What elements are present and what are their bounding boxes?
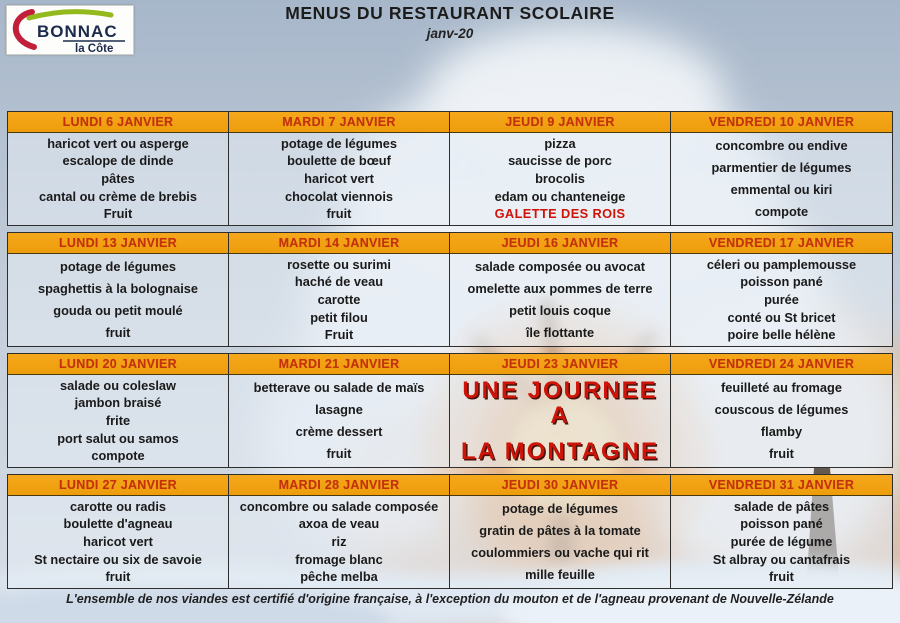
day-menu xyxy=(8,375,228,467)
menu-item: omelette aux pommes de terre xyxy=(467,280,653,296)
menu-item: chocolat viennois xyxy=(284,188,394,204)
day-cell xyxy=(8,475,229,588)
menu-item: fruit xyxy=(105,324,131,340)
logo-green-swoosh-icon xyxy=(29,12,111,18)
menu-item: Fruit xyxy=(324,327,354,343)
day-menu xyxy=(671,254,892,346)
day-header: JEUDI 30 JANVIER xyxy=(450,475,670,496)
menu-item: île flottante xyxy=(525,324,595,340)
day-cell xyxy=(450,233,671,346)
menu-item: potage de légumes xyxy=(502,500,618,516)
menu-item: St albray ou cantafrais xyxy=(712,551,851,567)
day-header: JEUDI 16 JANVIER xyxy=(450,233,670,254)
special-menu-item: GALETTE DES ROIS xyxy=(494,206,626,222)
menu-item: Fruit xyxy=(103,206,133,222)
menu-item: haché de veau xyxy=(294,274,384,290)
day-cell xyxy=(229,112,450,225)
menu-item: fromage blanc xyxy=(295,551,383,567)
menu-item: port salut ou samos xyxy=(57,430,179,446)
menu-item: rosette ou surimi xyxy=(287,256,391,272)
menu-item: purée xyxy=(764,291,799,307)
week-row-3 xyxy=(7,353,893,468)
day-cell xyxy=(8,112,229,225)
menu-item: coulommiers ou vache qui rit xyxy=(471,544,649,560)
day-menu xyxy=(8,254,228,346)
menu-item: lasagne xyxy=(315,401,363,417)
day-menu xyxy=(229,496,449,588)
menu-item: spaghettis à la bolognaise xyxy=(38,280,198,296)
menu-item: carotte xyxy=(317,291,361,307)
menu-item: betterave ou salade de maïs xyxy=(253,379,425,395)
day-cell xyxy=(671,475,892,588)
day-menu xyxy=(450,375,670,467)
day-header: MARDI 14 JANVIER xyxy=(229,233,449,254)
menu-item: haricot vert xyxy=(83,533,153,549)
day-menu xyxy=(450,254,670,346)
bonnac-logo xyxy=(6,5,134,55)
day-cell xyxy=(450,475,671,588)
menu-item: escalope de dinde xyxy=(62,153,174,169)
menu-item: fruit xyxy=(105,569,131,585)
day-menu xyxy=(8,496,228,588)
day-cell xyxy=(8,354,229,467)
menu-item: fruit xyxy=(769,569,794,585)
menu-item: axoa de veau xyxy=(298,516,380,532)
menu-item: gratin de pâtes à la tomate xyxy=(479,522,641,538)
day-header: LUNDI 13 JANVIER xyxy=(8,233,228,254)
day-menu xyxy=(671,133,892,225)
day-menu xyxy=(229,254,449,346)
menu-grid xyxy=(7,111,893,595)
event-banner-line: UNE JOURNEE A xyxy=(462,377,658,430)
menu-item: potage de légumes xyxy=(60,258,176,274)
menu-item: purée de légume xyxy=(730,533,833,549)
menu-item: céleri ou pamplemousse xyxy=(706,256,857,272)
menu-item: carotte ou radis xyxy=(69,498,166,514)
menu-item: crème dessert xyxy=(295,423,383,439)
event-banner-line: LA MONTAGNE xyxy=(461,437,659,465)
menu-item: feuilleté au fromage xyxy=(721,379,842,395)
day-cell xyxy=(229,475,450,588)
day-cell xyxy=(450,112,671,225)
day-menu xyxy=(229,375,449,467)
menu-item: mille feuille xyxy=(525,566,595,582)
day-menu xyxy=(8,133,228,225)
menu-item: concombre ou salade composée xyxy=(239,498,439,514)
menu-item: fruit xyxy=(326,206,352,222)
menu-item: flamby xyxy=(760,423,803,439)
menu-item: couscous de légumes xyxy=(714,401,849,417)
day-header: JEUDI 9 JANVIER xyxy=(450,112,670,133)
day-cell xyxy=(229,354,450,467)
menu-item: saucisse de porc xyxy=(508,153,612,169)
week-row-4 xyxy=(7,474,893,589)
day-header: VENDREDI 24 JANVIER xyxy=(671,354,892,375)
menu-item: poisson pané xyxy=(740,274,823,290)
menu-item: jambon braisé xyxy=(74,395,162,411)
menu-item: potage de légumes xyxy=(281,135,397,151)
logo-tagline: la Côte xyxy=(75,43,114,54)
menu-item: concombre ou endive xyxy=(715,137,848,153)
day-header: VENDREDI 10 JANVIER xyxy=(671,112,892,133)
day-header: VENDREDI 17 JANVIER xyxy=(671,233,892,254)
day-header: LUNDI 6 JANVIER xyxy=(8,112,228,133)
page-subtitle: janv-20 xyxy=(426,26,474,41)
menu-item: pêche melba xyxy=(300,569,378,585)
menu-item: poire belle hélène xyxy=(727,327,836,343)
menu-item: cantal ou crème de brebis xyxy=(39,188,197,204)
logo-name: BONNAC xyxy=(37,22,118,41)
day-menu xyxy=(671,496,892,588)
menu-item: compote xyxy=(91,448,145,464)
day-cell xyxy=(229,233,450,346)
menu-item: boulette de bœuf xyxy=(287,153,391,169)
bonnac-logo-graphic xyxy=(7,6,133,54)
day-cell xyxy=(671,233,892,346)
day-cell xyxy=(450,354,671,467)
day-header: JEUDI 23 JANVIER xyxy=(450,354,670,375)
day-menu xyxy=(450,133,670,225)
menu-item: haricot vert xyxy=(304,170,374,186)
day-cell xyxy=(671,354,892,467)
week-row-2 xyxy=(7,232,893,347)
menu-item: brocolis xyxy=(535,170,585,186)
menu-item: emmental ou kiri xyxy=(730,181,833,197)
menu-item: edam ou chanteneige xyxy=(494,188,626,204)
menu-item: frite xyxy=(105,412,131,428)
menu-item: haricot vert ou asperge xyxy=(47,135,189,151)
menu-item: conté ou St bricet xyxy=(727,309,836,325)
menu-item: riz xyxy=(331,533,347,549)
day-header: MARDI 21 JANVIER xyxy=(229,354,449,375)
day-header: LUNDI 20 JANVIER xyxy=(8,354,228,375)
menu-item: fruit xyxy=(326,445,352,461)
menu-item: petit louis coque xyxy=(509,302,611,318)
menu-item: salade ou coleslaw xyxy=(60,377,176,393)
menu-item: parmentier de légumes xyxy=(711,159,852,175)
footer-note: L'ensemble de nos viandes est certifié d'origine française, à l'exception du mouton et de l'agneau provenant de Nouvelle-Zélande xyxy=(66,592,834,606)
menu-item: St nectaire ou six de savoie xyxy=(34,551,202,567)
day-header: LUNDI 27 JANVIER xyxy=(8,475,228,496)
menu-item: poisson pané xyxy=(740,516,823,532)
menu-item: gouda ou petit moulé xyxy=(53,302,183,318)
day-menu xyxy=(671,375,892,467)
header xyxy=(0,3,900,41)
menu-item: fruit xyxy=(769,445,794,461)
menu-item: pâtes xyxy=(101,170,135,186)
menu-item: compote xyxy=(754,203,809,219)
week-row-1 xyxy=(7,111,893,226)
day-header: MARDI 7 JANVIER xyxy=(229,112,449,133)
day-header: MARDI 28 JANVIER xyxy=(229,475,449,496)
menu-item: salade de pâtes xyxy=(733,498,830,514)
menu-item: pizza xyxy=(544,135,576,151)
day-cell xyxy=(8,233,229,346)
day-menu xyxy=(450,496,670,588)
day-menu xyxy=(229,133,449,225)
page-title: MENUS DU RESTAURANT SCOLAIRE xyxy=(285,3,615,23)
menu-item: petit filou xyxy=(310,309,368,325)
menu-item: salade composée ou avocat xyxy=(475,258,645,274)
day-cell xyxy=(671,112,892,225)
menu-item: boulette d'agneau xyxy=(63,516,173,532)
day-header: VENDREDI 31 JANVIER xyxy=(671,475,892,496)
